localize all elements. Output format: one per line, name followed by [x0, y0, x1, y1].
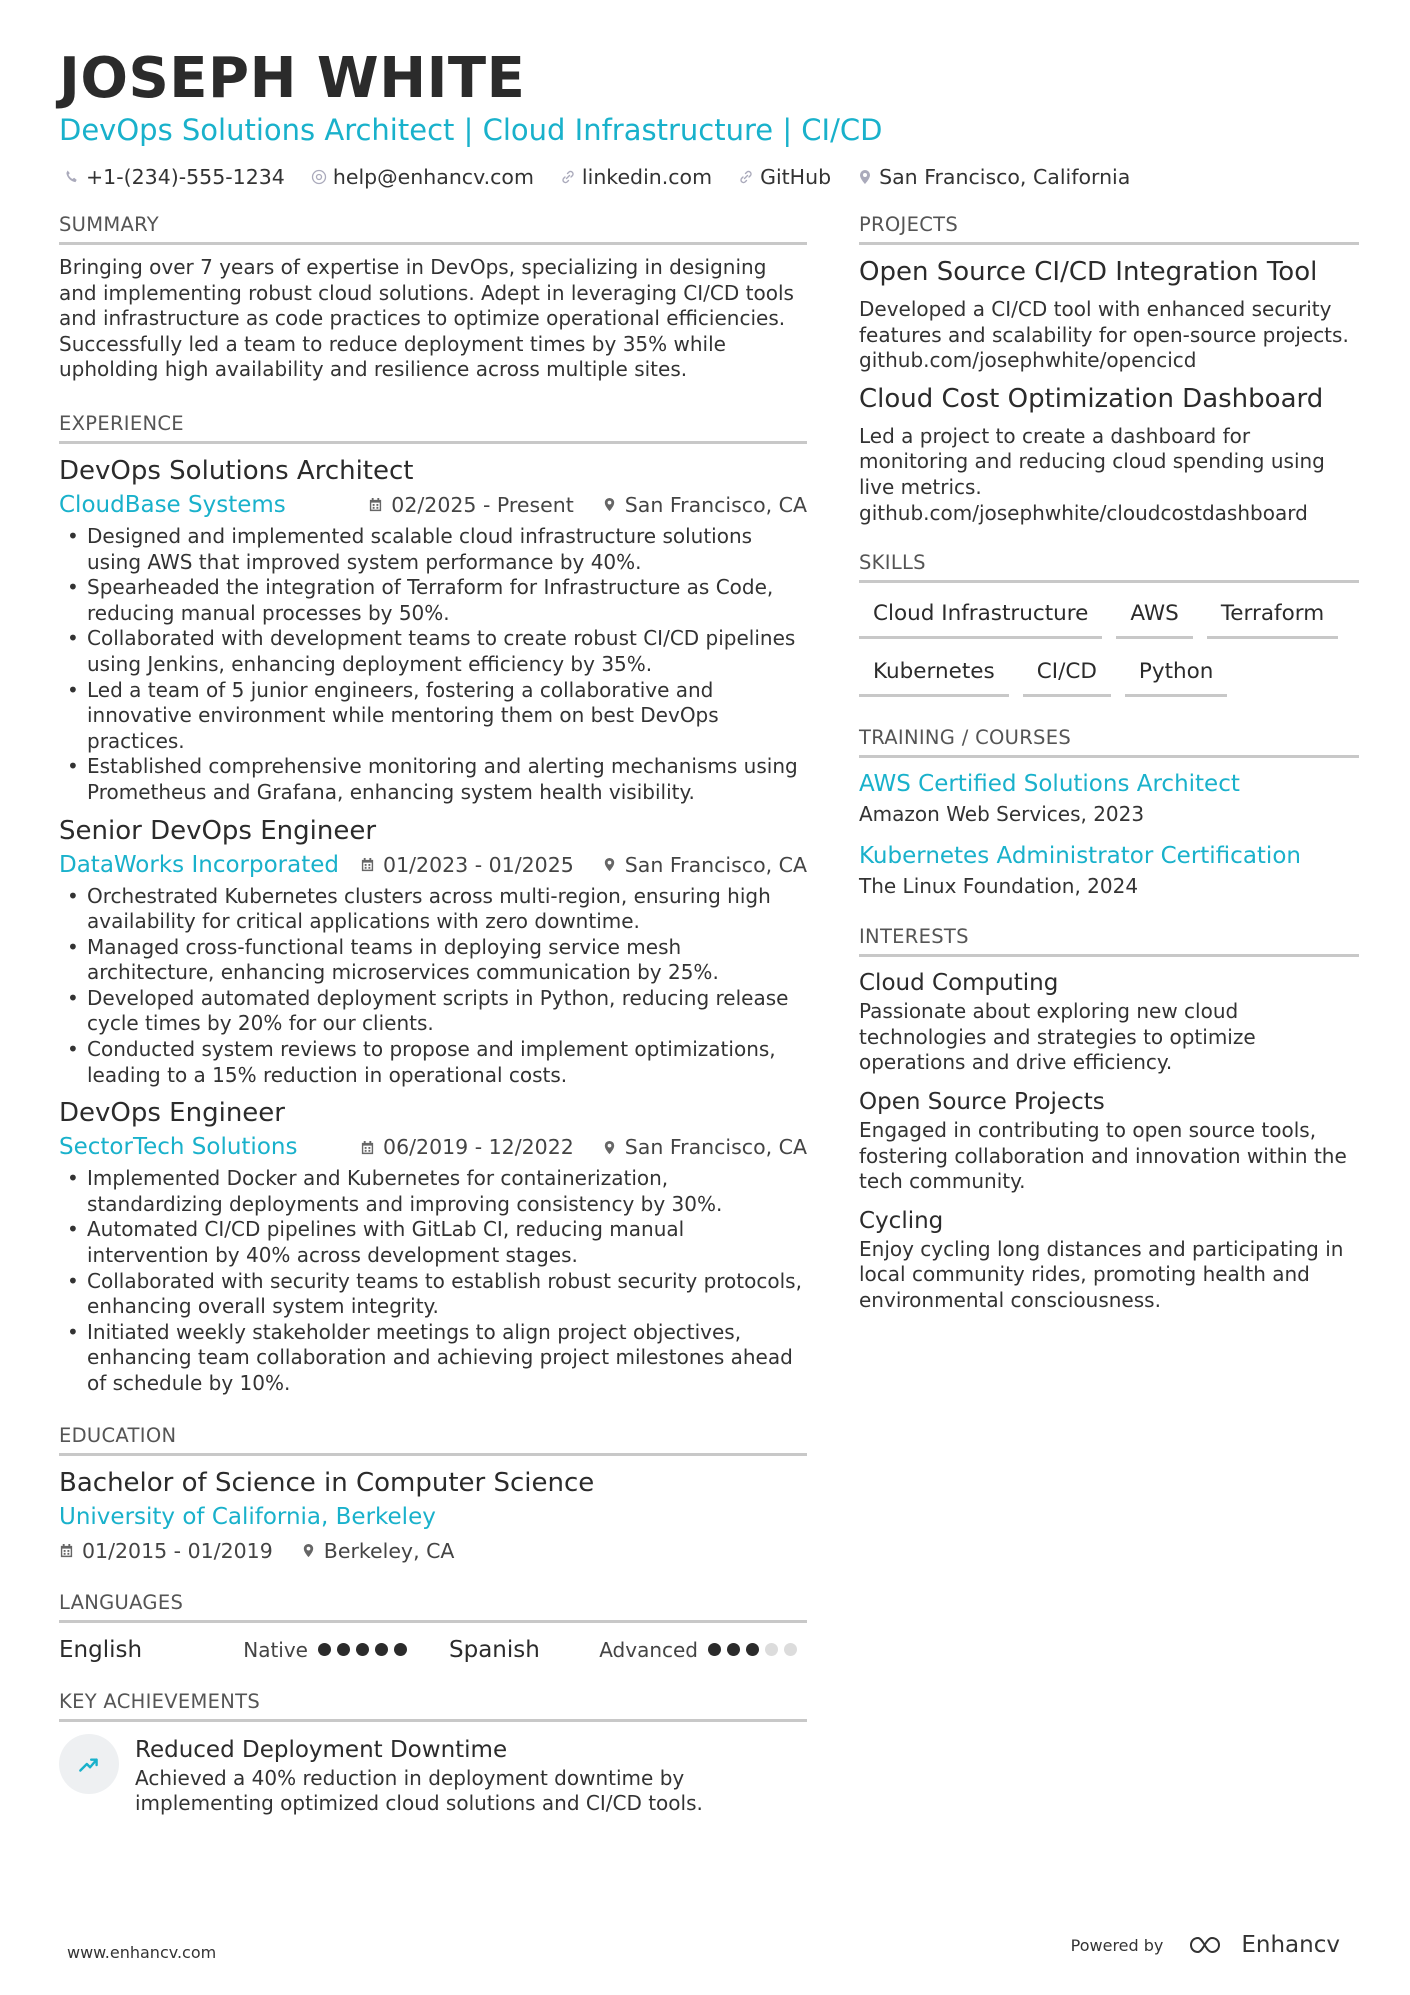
- section-title-interests: INTERESTS: [859, 924, 1359, 957]
- language-rating: [708, 1643, 803, 1656]
- section-title-projects: PROJECTS: [859, 212, 1359, 245]
- project-link[interactable]: github.com/josephwhite/opencicd: [859, 348, 1197, 373]
- experience-item: [59, 1096, 807, 1396]
- languages-row: [59, 1633, 807, 1667]
- role-meta: [59, 1130, 807, 1164]
- experience-item: [59, 814, 807, 1089]
- education-dates: 01/2015 - 01/2019: [82, 1538, 273, 1563]
- project-title: Cloud Cost Optimization Dashboard: [859, 383, 1324, 414]
- interest-desc: Enjoy cycling long distances and participating in local community rides, promoting health and environmental consciousness.: [859, 1236, 1344, 1312]
- role-title: Senior DevOps Engineer: [59, 815, 377, 846]
- bullet-item: • Collaborated with development teams to create robust CI/CD pipelines using Jenkins, enhancing deployment efficiency by 35%.: [59, 626, 807, 677]
- education-date-location: [59, 1534, 807, 1568]
- school-name: University of California, Berkeley: [59, 1503, 436, 1530]
- link-icon: [738, 169, 754, 185]
- experience-item: [59, 454, 807, 806]
- project-desc-text: Developed a CI/CD tool with enhanced security features and scalability for open-source projects.: [859, 297, 1349, 347]
- candidate-tagline: DevOps Solutions Architect | Cloud Infrastructure | CI/CD: [59, 113, 883, 147]
- contact-github[interactable]: [738, 165, 831, 189]
- calendar-icon: [368, 497, 383, 512]
- role-bullets: [59, 1166, 807, 1396]
- calendar-icon: [360, 857, 375, 872]
- degree-title: Bachelor of Science in Computer Science: [59, 1467, 595, 1498]
- role-bullets: [59, 524, 807, 806]
- education-item: [59, 1466, 807, 1568]
- enhancv-logo-icon: [1189, 1934, 1233, 1956]
- powered-by-label: Powered by: [1070, 1935, 1164, 1955]
- role-meta: [59, 488, 807, 522]
- brand-logo[interactable]: [1189, 1932, 1340, 1958]
- role-dates: 02/2025 - Present: [391, 492, 574, 517]
- bullet-item: • Led a team of 5 junior engineers, fostering a collaborative and innovative environment while mentoring them on best DevOps practices.: [59, 678, 807, 755]
- company-name: CloudBase Systems: [59, 491, 286, 518]
- location-icon: [602, 857, 617, 872]
- brand-name: Enhancv: [1241, 1932, 1340, 1958]
- section-title-experience: EXPERIENCE: [59, 411, 807, 444]
- rating-dot-filled: [337, 1643, 350, 1656]
- section-title-skills: SKILLS: [859, 550, 1359, 583]
- bullet-item: • Collaborated with security teams to establish robust security protocols, enhancing overall system integrity.: [59, 1269, 807, 1320]
- bullet-item: • Automated CI/CD pipelines with GitLab CI, reducing manual intervention by 40% across development stages.: [59, 1217, 807, 1268]
- contact-text: help@enhancv.com: [332, 165, 534, 189]
- interest-title: Cloud Computing: [859, 970, 1059, 997]
- role-date-location: [368, 493, 807, 517]
- location-icon: [857, 169, 873, 185]
- interest-item: [859, 1205, 1359, 1314]
- interest-item: [859, 967, 1359, 1076]
- section-title-training: TRAINING / COURSES: [859, 725, 1359, 758]
- rating-dot-empty: [784, 1643, 797, 1656]
- project-title: Open Source CI/CD Integration Tool: [859, 257, 1318, 287]
- language-item: [59, 1637, 413, 1663]
- contact-text: linkedin.com: [581, 165, 713, 189]
- language-rating: [318, 1643, 413, 1656]
- bullet-item: • Managed cross-functional teams in deploying service mesh architecture, enhancing microservices communication by 25%.: [59, 935, 807, 986]
- skill-tag: AWS: [1116, 595, 1192, 639]
- role-dates: 06/2019 - 12/2022: [383, 1135, 574, 1160]
- language-name: Spanish: [449, 1636, 540, 1663]
- right-column: [859, 212, 1359, 1314]
- interest-title: Cycling: [859, 1207, 944, 1234]
- company-name: SectorTech Solutions: [59, 1134, 298, 1161]
- rating-dot-filled: [356, 1643, 369, 1656]
- contact-location: [857, 165, 1130, 189]
- skill-tag: Python: [1125, 653, 1228, 697]
- language-name: English: [59, 1636, 143, 1663]
- skill-tag: Kubernetes: [859, 653, 1009, 697]
- course-provider: Amazon Web Services, 2023: [859, 802, 1145, 827]
- bullet-item: • Initiated weekly stakeholder meetings to align project objectives, enhancing team collaboration and achieving project milestones ahead of schedule by 10%.: [59, 1320, 807, 1397]
- section-title-summary: SUMMARY: [59, 212, 807, 245]
- interest-desc: Passionate about exploring new cloud technologies and strategies to optimize operations and drive efficiency.: [859, 999, 1256, 1075]
- project-link[interactable]: github.com/josephwhite/cloudcostdashboard: [859, 500, 1308, 525]
- rating-dot-filled: [708, 1643, 721, 1656]
- achievement-title: Reduced Deployment Downtime: [135, 1736, 508, 1763]
- rating-dot-filled: [394, 1643, 407, 1656]
- role-title: DevOps Solutions Architect: [59, 455, 414, 486]
- project-desc: [859, 297, 1359, 374]
- link-icon: [560, 169, 576, 185]
- contact-bar: [64, 162, 1156, 192]
- role-bullets: [59, 884, 807, 1089]
- interest-item: [859, 1086, 1359, 1195]
- contact-text: +1-(234)-555-1234: [86, 165, 285, 189]
- summary-text: Bringing over 7 years of expertise in DevOps, specializing in designing and implementing robust cloud solutions. Adept in leveraging CI/CD tools and infrastructure as code practices to optimize operational efficiencies. Successfully led a team to reduce deployment times by 35% while upholding high availability and resilience across multiple sites.: [59, 255, 794, 382]
- achievement-desc: Achieved a 40% reduction in deployment downtime by implementing optimized cloud solutions and CI/CD tools.: [135, 1765, 703, 1816]
- bullet-item: • Spearheaded the integration of Terraform for Infrastructure as Code, reducing manual processes by 50%.: [59, 575, 807, 626]
- bullet-item: • Designed and implemented scalable cloud infrastructure solutions using AWS that improved system performance by 40%.: [59, 524, 807, 575]
- language-level: Native: [243, 1637, 308, 1662]
- language-level: Advanced: [599, 1637, 698, 1662]
- role-date-location: [360, 1135, 807, 1159]
- company-name: DataWorks Incorporated: [59, 851, 339, 878]
- course-title: Kubernetes Administrator Certification: [859, 843, 1301, 870]
- contact-email[interactable]: [311, 165, 534, 189]
- course-title: AWS Certified Solutions Architect: [859, 771, 1240, 798]
- rating-dot-filled: [727, 1643, 740, 1656]
- bullet-item: • Orchestrated Kubernetes clusters across multi-region, ensuring high availability for critical applications with zero downtime.: [59, 884, 807, 935]
- rating-dot-filled: [746, 1643, 759, 1656]
- location-icon: [602, 497, 617, 512]
- location-icon: [602, 1140, 617, 1155]
- role-location: San Francisco, CA: [624, 852, 807, 877]
- project-item: [859, 382, 1359, 526]
- achievement-item: [59, 1734, 807, 1817]
- phone-icon: [64, 169, 80, 185]
- role-title: DevOps Engineer: [59, 1098, 285, 1129]
- footer-website[interactable]: www.enhancv.com: [67, 1943, 217, 1962]
- contact-text: GitHub: [760, 165, 832, 189]
- skill-tag: Terraform: [1207, 595, 1338, 639]
- at-icon: [311, 169, 327, 185]
- interest-desc: Engaged in contributing to open source tools, fostering collaboration and innovation within the tech community.: [859, 1117, 1347, 1194]
- section-title-languages: LANGUAGES: [59, 1590, 807, 1623]
- bullet-item: • Established comprehensive monitoring and alerting mechanisms using Prometheus and Grafana, enhancing system health visibility.: [59, 754, 807, 805]
- section-title-education: EDUCATION: [59, 1423, 807, 1456]
- location-icon: [301, 1543, 316, 1558]
- education-location: Berkeley, CA: [323, 1538, 455, 1563]
- bullet-item: • Developed automated deployment scripts in Python, reducing release cycle times by 20% for our clients.: [59, 986, 807, 1037]
- contact-text: San Francisco, California: [879, 165, 1131, 189]
- role-location: San Francisco, CA: [624, 492, 807, 517]
- rating-dot-empty: [765, 1643, 778, 1656]
- calendar-icon: [360, 1140, 375, 1155]
- bullet-item: • Implemented Docker and Kubernetes for containerization, standardizing deployments and improving consistency by 30%.: [59, 1166, 807, 1217]
- project-item: [859, 255, 1359, 374]
- left-column: [59, 212, 807, 1817]
- calendar-icon: [59, 1543, 74, 1558]
- growth-arrow-icon: [59, 1734, 119, 1794]
- project-desc-text: Led a project to create a dashboard for monitoring and reducing cloud spending using live metrics.: [859, 423, 1325, 499]
- contact-phone[interactable]: [64, 165, 285, 189]
- candidate-name: JOSEPH WHITE: [59, 46, 526, 111]
- section-title-achievements: KEY ACHIEVEMENTS: [59, 1689, 807, 1722]
- skill-tag: Cloud Infrastructure: [859, 595, 1102, 639]
- role-location: San Francisco, CA: [624, 1135, 807, 1160]
- role-date-location: [360, 853, 807, 877]
- course-provider: The Linux Foundation, 2024: [859, 874, 1139, 899]
- rating-dot-filled: [318, 1643, 331, 1656]
- skill-tag: CI/CD: [1023, 653, 1111, 697]
- role-meta: [59, 848, 807, 882]
- bullet-item: • Conducted system reviews to propose and implement optimizations, leading to a 15% reduction in operational costs.: [59, 1037, 807, 1088]
- contact-linkedin[interactable]: [560, 165, 712, 189]
- interest-title: Open Source Projects: [859, 1088, 1105, 1115]
- course-item: [859, 768, 1359, 828]
- language-item: [449, 1637, 803, 1663]
- rating-dot-filled: [375, 1643, 388, 1656]
- project-desc: [859, 424, 1359, 526]
- skills-list: [859, 595, 1359, 711]
- footer-branding: [1071, 1932, 1340, 1958]
- role-dates: 01/2023 - 01/2025: [383, 852, 574, 877]
- course-item: [859, 840, 1359, 900]
